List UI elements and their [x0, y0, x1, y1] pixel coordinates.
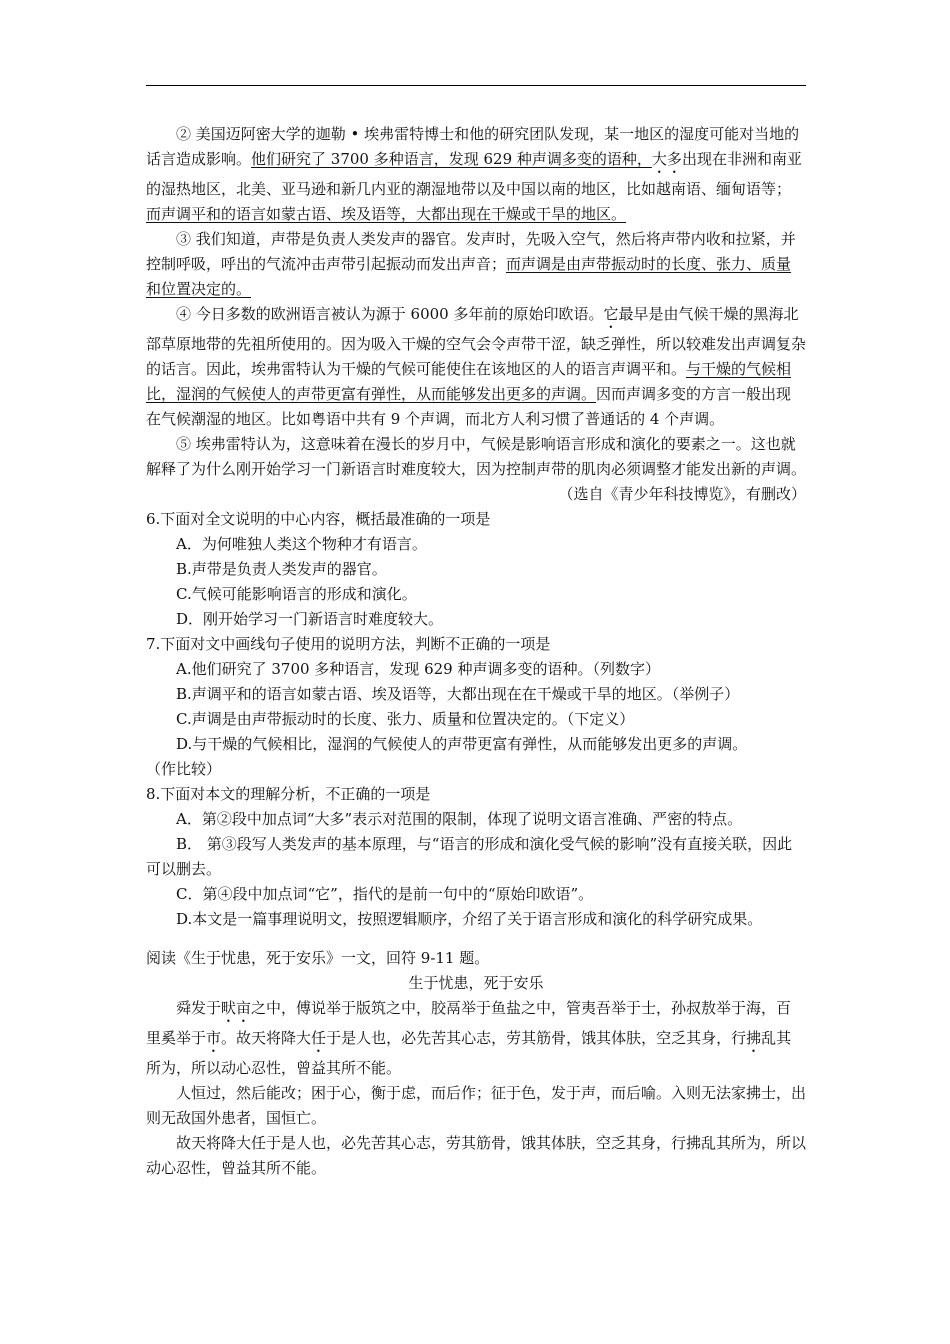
question-7-option-d: D.与干燥的气候相比，湿润的气候使人的声带更富有弹性，从而能够发出更多的声调。 [176, 735, 748, 753]
classical-paragraph-2: 人恒过，然后能改；困于心，衡于虑，而后作；征于色，发于声，而后喻。入则无法家拂士，出则无敌国外患者，国恒亡。 [146, 1084, 807, 1127]
passage-paragraph-4: ④ 今日多数的欧洲语言被认为源于 6000 多年前的原始印欧语。它最早是由气候干燥的黑海北部草原地带的先祖所使用的。因为吸入干燥的空气会令声带干涩，缺乏弹性，所以较难发出声调复杂的话言。因此，埃弗雷特认为干燥的气候可能使住在该地区的人的语言声调平和。与干燥的气候相比，湿润的气候使人的声带更富有弹性，从而能够发出更多的声调。因而声调多变的方言一般出现在气候潮湿的地区。比如粤语中共有 9 个声调，而北方人利习惯了普通话的 4 个声调。 [146, 305, 807, 428]
reading-intro: 阅读《生于忧患，死于安乐》一文，回符 9-11 题。 [146, 949, 490, 967]
question-8-option-c: C．第④段中加点词“它”，指代的是前一句中的“原始印欧语”。 [176, 885, 594, 903]
passage-paragraph-5: ⑤ 埃弗雷特认为，这意味着在漫长的岁月中，气候是影响语言形成和演化的要素之一。这也就解释了为什么刚开始学习一门新语言时难度较大，因为控制声带的肌肉必须调整才能发出新的声调。 [146, 435, 807, 478]
dotted-word-fu: 拂 [746, 1029, 762, 1047]
classical-paragraph-3: 故天将降大任于是人也，必先苦其心志，劳其筋骨，饿其体肤，空乏其身，行拂乱其所为，所以动心忍性，曾益其所不能。 [146, 1134, 807, 1177]
question-6-option-d: D．刚开始学习一门新语言时难度较大。 [176, 610, 444, 628]
document-body [146, 122, 806, 1181]
underlined-sentence-4: 与干燥的气候相比，湿润的气候使人的声带更富有弹性，从而能够发出更多的声调。 [146, 360, 792, 403]
question-8-option-a: A．第②段中加点词“大多”表示对范围的限制，体现了说明文语言准确、严密的特点。 [176, 810, 743, 828]
dotted-word-ta: 它 [603, 305, 619, 323]
question-8-option-b: B． 第③段写人类发声的基本原理，与“语言的形成和演化受气候的影响”没有直接关联，因此可以删去。 [146, 835, 793, 878]
passage-paragraph-3: ③ 我们知道，声带是负责人类发声的器官。发声时，先吸入空气，然后将声带内收和拉紧，并控制呼吸，呼出的气流冲击声带引起振动而发出声音；而声调是由声带振动时的长度、张力、质量和位置决定的。 [146, 230, 796, 298]
dotted-word-da: 大 [651, 150, 667, 168]
dotted-word-duo: 多 [666, 150, 682, 168]
dotted-word-shi: 市 [206, 1029, 222, 1047]
header-rule [146, 85, 806, 86]
dotted-word-quanmu: 畎亩 [221, 999, 252, 1017]
question-7-option-d-tail: （作比较） [146, 760, 222, 778]
source-citation: （选自《青少年科技博览》，有删改） [558, 485, 806, 503]
question-6-stem: 6.下面对全文说明的中心内容，概括最准确的一项是 [146, 510, 491, 528]
underlined-sentence-2: 而声调平和的语言如蒙古语、埃及语等，大都出现在干燥或干旱的地区。 [146, 205, 627, 223]
question-6-option-a: A．为何唯独人类这个物种才有语言。 [176, 535, 427, 553]
dotted-word-ren: 任 [311, 1029, 327, 1047]
question-8-stem: 8.下面对本文的理解分析，不正确的一项是 [146, 785, 431, 803]
question-7-option-c: C.声调是由声带振动时的长度、张力、质量和位置决定的。（下定义） [176, 710, 635, 728]
question-6-option-b: B.声带是负责人类发声的器官。 [176, 560, 387, 578]
underlined-sentence-3: 而声调是由声带振动时的长度、张力、质量和位置决定的。 [146, 255, 792, 298]
section-spacer [146, 932, 806, 946]
passage-paragraph-2: ② 美国迈阿密大学的迦勒 • 埃弗雷特博士和他的研究团队发现，某一地区的湿度可能对当地的话言造成影响。他们研究了 3700 多种语言，发现 629 种声调多变的语种，大多出现在非洲和南亚的湿热地区，北美、亚马逊和新几内亚的潮湿地带以及中国以南的地区，比如越南语、缅甸语等；而声调平和的语言如蒙古语、埃及语等，大都出现在干燥或干旱的地区。 [146, 125, 802, 223]
classical-paragraph-1: 舜发于畎亩之中，傅说举于版筑之中，胶鬲举于鱼盐之中，管夷吾举于士，孙叔敖举于海，百里奚举于市。故天将降大任于是人也，必先苦其心志，劳其筋骨，饿其体肤，空乏其身，行拂乱其所为，所以动心忍性，曾益其所不能。 [146, 999, 792, 1077]
question-6-option-c: C.气候可能影响语言的形成和演化。 [176, 585, 417, 603]
question-7-option-a: A.他们研究了 3700 多种语言，发现 629 种声调多变的语种。（列数字） [176, 660, 660, 678]
question-8-option-d: D.本文是一篇事理说明文，按照逻辑顺序，介绍了关于语言形成和演化的科学研究成果。 [176, 910, 763, 928]
underlined-sentence-1: 他们研究了 3700 多种语言，发现 629 种声调多变的语种， [251, 150, 652, 168]
classical-text-title: 生于忧患，死于安乐 [408, 974, 544, 992]
question-7-stem: 7.下面对文中画线句子使用的说明方法，判断不正确的一项是 [146, 635, 551, 653]
question-7-option-b: B.声调平和的语言如蒙古语、埃及语等，大都出现在在干燥或干旱的地区。（举例子） [176, 685, 740, 703]
